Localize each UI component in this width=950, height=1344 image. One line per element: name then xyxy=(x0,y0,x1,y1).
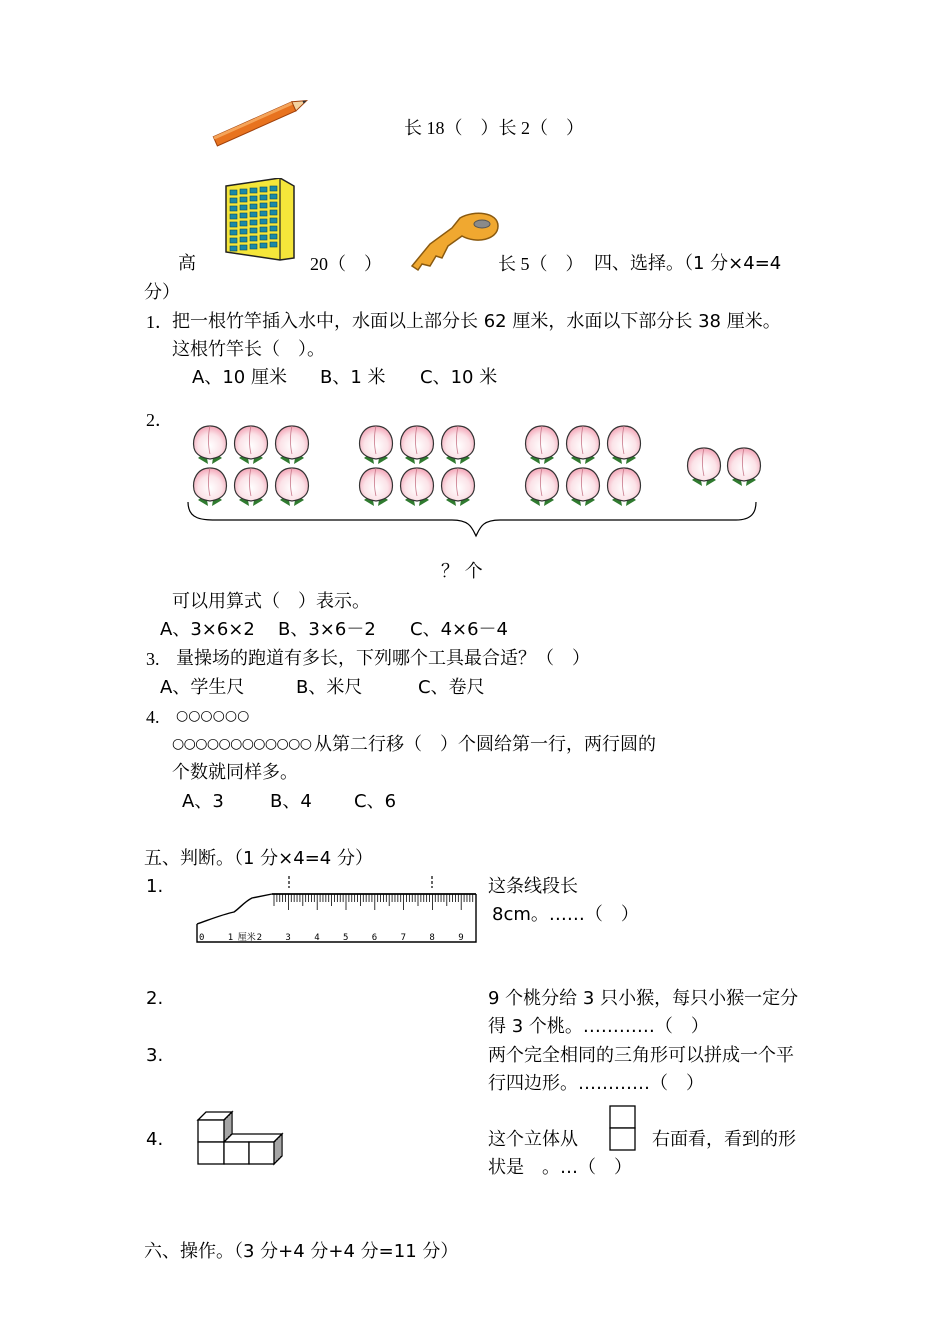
section6-title: 六、操作。（3 分+4 分+4 分=11 分） xyxy=(144,1241,459,1262)
q2-number: 2． xyxy=(146,410,173,430)
judge3-text: 两个完全相同的三角形可以拼成一个平 xyxy=(488,1045,794,1066)
section4-title-cont: 分） xyxy=(144,282,180,303)
judge1-text: 这条线段长 xyxy=(488,876,578,897)
q4-text: 从第二行移（ ）个圆给第一行，两行圆的 xyxy=(314,734,656,755)
q2-option-b[interactable]: B、3×6－2 xyxy=(278,619,376,640)
q2-text: 可以用算式（ ）表示。 xyxy=(172,591,370,612)
peach-icon xyxy=(235,426,268,464)
judge4-text-mid: 右面看，看到的形 xyxy=(652,1129,796,1150)
q3-text: 量操场的跑道有多长，下列哪个工具最合适？（ ） xyxy=(176,648,590,669)
key-icon xyxy=(408,208,502,272)
peach-icon xyxy=(688,448,721,486)
peach-icon xyxy=(401,468,434,506)
q4-option-b[interactable]: B、4 xyxy=(270,791,312,812)
ruler-tick-label: 厘米 xyxy=(237,933,256,943)
judge1-number: 1. xyxy=(146,876,164,897)
q3-option-a[interactable]: A、学生尺 xyxy=(160,677,245,698)
ruler-tick-label: 9 xyxy=(458,933,464,943)
judge2-text: 9 个桃分给 3 只小猴，每只小猴一定分 xyxy=(488,988,799,1009)
q1-option-b[interactable]: B、1 米 xyxy=(320,367,386,388)
q4-circles-row1: ○○○○○○ xyxy=(176,708,250,724)
brace-question-label: ？ 个 xyxy=(441,561,483,582)
key-measure-text: 长 5（ ） xyxy=(498,254,584,274)
peach-illustration xyxy=(180,420,770,560)
ruler-tick-label: 3 xyxy=(285,933,291,943)
ruler-tick-label: 7 xyxy=(400,933,407,943)
peach-icon xyxy=(567,426,600,464)
ruler-tick-label: 5 xyxy=(343,933,349,943)
pencil-icon xyxy=(205,92,317,150)
peach-icon xyxy=(567,468,600,506)
ruler-tick-label: 4 xyxy=(314,933,320,943)
peach-icon xyxy=(442,426,475,464)
section4-title: 四、选择。（1 分×4=4 xyxy=(594,253,782,274)
peach-icon xyxy=(442,468,475,506)
peach-icon xyxy=(276,468,309,506)
q3-number: 3. xyxy=(146,649,160,669)
judge4-number: 4. xyxy=(146,1129,164,1150)
judge1-text2: 8cm。……（ ） xyxy=(492,904,639,925)
q2-option-a[interactable]: A、3×6×2 xyxy=(160,619,255,640)
peach-icon xyxy=(276,426,309,464)
q1-text: 把一根竹竿插入水中，水面以上部分长 62 厘米，水面以下部分长 38 厘米。 xyxy=(172,311,781,332)
peach-icon xyxy=(526,468,559,506)
q4-circles-row2: ○○○○○○○○○○○○ xyxy=(172,736,312,752)
q4-option-c[interactable]: C、6 xyxy=(354,791,397,812)
q1-text2: 这根竹竿长（ ）。 xyxy=(172,339,325,360)
peach-icon xyxy=(608,468,641,506)
peach-icon xyxy=(728,448,761,486)
peach-icon xyxy=(526,426,559,464)
cube-stack-illustration xyxy=(194,1108,286,1166)
ruler-tick-label: 1 xyxy=(227,933,234,943)
q4-option-a[interactable]: A、3 xyxy=(182,791,224,812)
q3-option-b[interactable]: B、米尺 xyxy=(296,677,363,698)
judge3-number: 3. xyxy=(146,1045,164,1066)
ruler-tick-label: 0 xyxy=(199,933,205,943)
q3-option-c[interactable]: C、卷尺 xyxy=(418,677,485,698)
peach-icon xyxy=(360,426,393,464)
peach-icon xyxy=(360,468,393,506)
building-icon xyxy=(222,178,298,262)
building-height-label: 高 xyxy=(178,253,196,274)
building-measure-text: 20（ ） xyxy=(310,254,382,274)
judge2-number: 2. xyxy=(146,988,164,1009)
judge3-text2: 行四边形。…………（ ） xyxy=(488,1073,704,1094)
ruler-tick-label: 2 xyxy=(256,933,263,943)
q1-number: 1． xyxy=(146,312,173,332)
q4-number: 4. xyxy=(146,707,160,727)
ruler-tick-label: 8 xyxy=(429,933,435,943)
ruler-illustration xyxy=(194,874,480,946)
ruler-tick-label: 6 xyxy=(371,933,378,943)
judge4-text2: 状是 。…（ ） xyxy=(488,1157,632,1178)
peach-icon xyxy=(608,426,641,464)
pencil-measure-text: 长 18（ ）长 2（ ） xyxy=(404,118,584,138)
q2-option-c[interactable]: C、4×6－4 xyxy=(410,619,509,640)
judge2-text2: 得 3 个桃。…………（ ） xyxy=(488,1016,709,1037)
peach-icon xyxy=(235,468,268,506)
q4-text2: 个数就同样多。 xyxy=(172,762,298,783)
peach-icon xyxy=(401,426,434,464)
section5-title: 五、判断。（1 分×4=4 分） xyxy=(144,848,373,869)
judge4-text: 这个立体从 xyxy=(488,1129,578,1150)
right-view-shape-icon xyxy=(609,1105,637,1153)
q1-option-c[interactable]: C、10 米 xyxy=(420,367,498,388)
peach-icon xyxy=(194,468,227,506)
peach-icon xyxy=(194,426,227,464)
q1-option-a[interactable]: A、10 厘米 xyxy=(192,367,287,388)
